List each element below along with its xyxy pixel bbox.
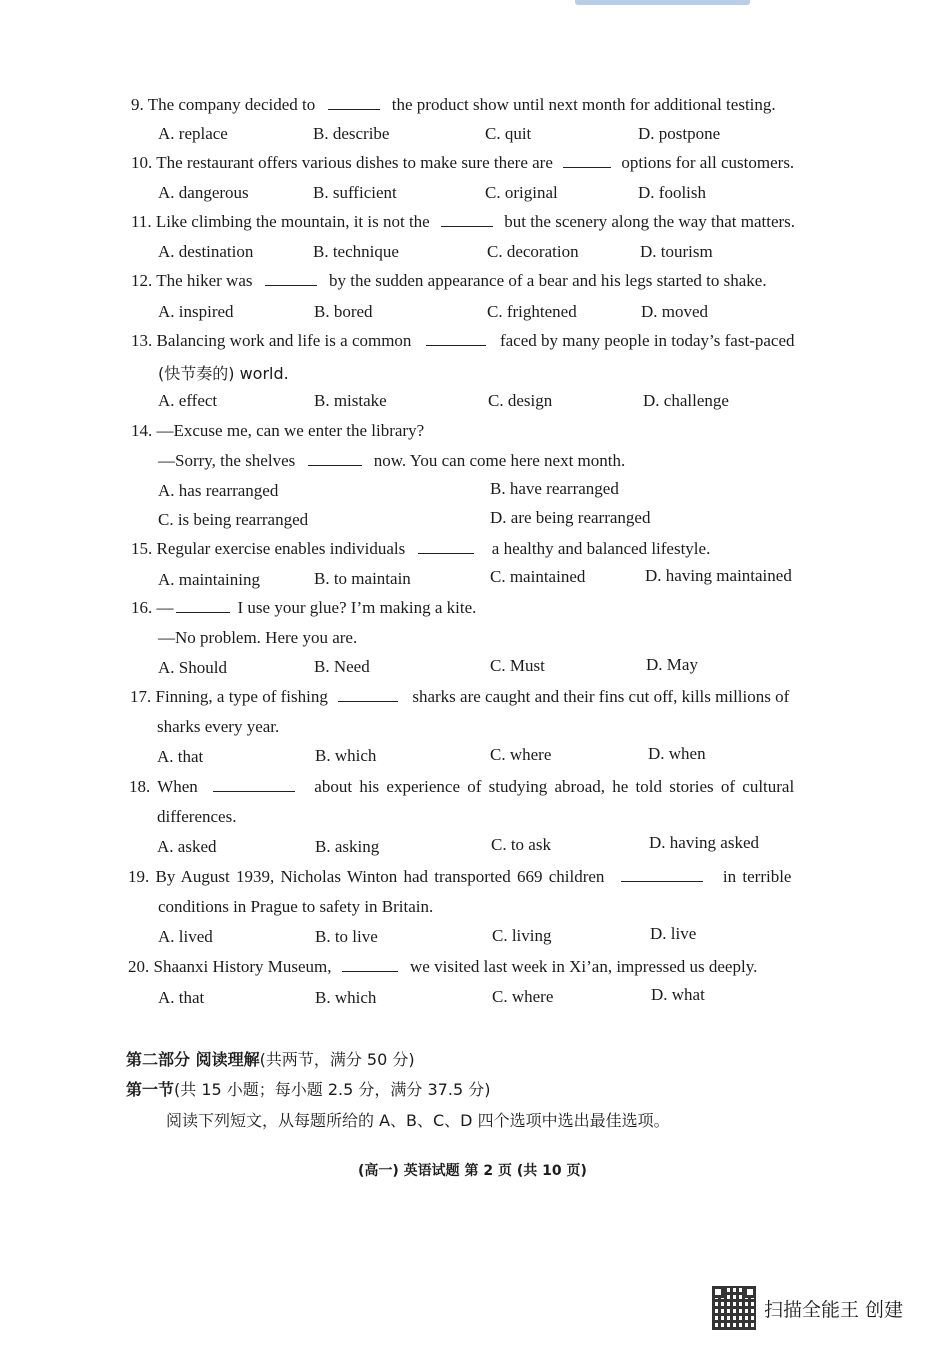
q17-option-a: A. that <box>157 747 204 766</box>
question-19-continuation: conditions in Prague to safety in Britain. <box>158 897 434 916</box>
q9-option-c: C. quit <box>485 124 532 143</box>
q16-option-b: B. Need <box>314 657 370 676</box>
q16-option-d: D. May <box>646 655 698 674</box>
q16-option-c: C. Must <box>490 656 545 675</box>
q11-option-c: C. decoration <box>487 242 579 261</box>
question-10-stem: 10. The restaurant offers various dishes to make sure there are options for all customers. <box>131 153 795 172</box>
answer-blank <box>213 779 295 792</box>
q18-option-a: A. asked <box>157 837 217 856</box>
answer-blank <box>342 959 398 972</box>
q14-option-b: B. have rearranged <box>490 479 619 498</box>
q20-option-a: A. that <box>158 988 205 1007</box>
q11-option-b: B. technique <box>313 242 399 261</box>
question-17-continuation: sharks every year. <box>157 717 280 736</box>
question-15-stem: 15. Regular exercise enables individuals a healthy and balanced lifestyle. <box>131 539 711 558</box>
q17-option-d: D. when <box>648 744 706 763</box>
reading-instruction: 阅读下列短文，从每题所给的 A、B、C、D 四个选项中选出最佳选项。 <box>166 1111 670 1130</box>
q19-option-b: B. to live <box>315 927 378 946</box>
question-16-stem: 16. — I use your glue? I’m making a kite. <box>131 598 477 617</box>
q17-option-c: C. where <box>490 745 552 764</box>
section1-title: 第一节(共 15 小题；每小题 2.5 分，满分 37.5 分) <box>126 1080 491 1099</box>
answer-blank <box>426 333 486 346</box>
q19-option-a: A. lived <box>158 927 213 946</box>
part2-title: 第二部分 阅读理解(共两节，满分 50 分) <box>126 1050 415 1069</box>
answer-blank <box>621 869 703 882</box>
q9-option-b: B. describe <box>313 124 390 143</box>
question-14-stem: 14. —Excuse me, can we enter the library? <box>131 421 425 440</box>
question-18-stem: 18. When about his experience of studying abroad, he told stories of cultural <box>129 777 795 796</box>
q9-option-d: D. postpone <box>638 124 721 143</box>
question-13-continuation: (快节奏的) world. <box>158 364 289 383</box>
q16-option-a: A. Should <box>158 658 227 677</box>
q20-option-c: C. where <box>492 987 554 1006</box>
question-9-stem: 9. The company decided to the product show until next month for additional testing. <box>131 95 776 114</box>
q14-option-d: D. are being rearranged <box>490 508 651 527</box>
q19-option-c: C. living <box>492 926 552 945</box>
q15-option-c: C. maintained <box>490 567 586 586</box>
q13-option-d: D. challenge <box>643 391 729 410</box>
q18-option-d: D. having asked <box>649 833 760 852</box>
answer-blank <box>563 155 611 168</box>
q11-option-a: A. destination <box>158 242 254 261</box>
q14-option-a: A. has rearranged <box>158 481 279 500</box>
q10-option-b: B. sufficient <box>313 183 397 202</box>
q20-option-d: D. what <box>651 985 705 1004</box>
question-19-stem: 19. By August 1939, Nicholas Winton had transported 669 children in terrible <box>128 867 792 886</box>
answer-blank <box>338 689 398 702</box>
q9-option-a: A. replace <box>158 124 228 143</box>
question-11-stem: 11. Like climbing the mountain, it is not the but the scenery along the way that matters. <box>131 212 796 231</box>
question-18-continuation: differences. <box>157 807 237 826</box>
q18-option-c: C. to ask <box>491 835 551 854</box>
q14-option-c: C. is being rearranged <box>158 510 309 529</box>
q10-option-a: A. dangerous <box>158 183 249 202</box>
answer-blank <box>328 97 380 110</box>
qr-code-icon <box>712 1286 756 1330</box>
question-12-stem: 12. The hiker was by the sudden appearance of a bear and his legs started to shake. <box>131 271 767 290</box>
q12-option-a: A. inspired <box>158 302 234 321</box>
question-20-stem: 20. Shaanxi History Museum, we visited last week in Xi’an, impressed us deeply. <box>128 957 758 976</box>
q12-option-c: C. frightened <box>487 302 577 321</box>
q19-option-d: D. live <box>650 924 697 943</box>
question-13-stem: 13. Balancing work and life is a common faced by many people in today’s fast-paced <box>131 331 795 350</box>
q15-option-a: A. maintaining <box>158 570 260 589</box>
q15-option-b: B. to maintain <box>314 569 411 588</box>
q12-option-d: D. moved <box>641 302 709 321</box>
answer-blank <box>308 453 362 466</box>
answer-blank <box>418 541 474 554</box>
answer-blank <box>441 214 493 227</box>
page-footer: (高一) 英语试题 第 2 页 (共 10 页) <box>358 1163 587 1179</box>
answer-blank <box>176 600 230 613</box>
question-16-reply: —No problem. Here you are. <box>158 628 358 647</box>
q12-option-b: B. bored <box>314 302 373 321</box>
q11-option-d: D. tourism <box>640 242 713 261</box>
answer-blank <box>265 273 317 286</box>
q17-option-b: B. which <box>315 746 377 765</box>
q10-option-d: D. foolish <box>638 183 706 202</box>
scanner-watermark: 扫描全能王 创建 <box>764 1299 904 1321</box>
q20-option-b: B. which <box>315 988 377 1007</box>
q13-option-a: A. effect <box>158 391 218 410</box>
q18-option-b: B. asking <box>315 837 380 856</box>
question-17-stem: 17. Finning, a type of fishing sharks are caught and their fins cut off, kills millions of <box>130 687 790 706</box>
question-14-reply: —Sorry, the shelves now. You can come here next month. <box>158 451 626 470</box>
q10-option-c: C. original <box>485 183 558 202</box>
scan-edge-mark <box>575 0 750 5</box>
q15-option-d: D. having maintained <box>645 566 792 585</box>
q13-option-b: B. mistake <box>314 391 387 410</box>
q13-option-c: C. design <box>488 391 553 410</box>
